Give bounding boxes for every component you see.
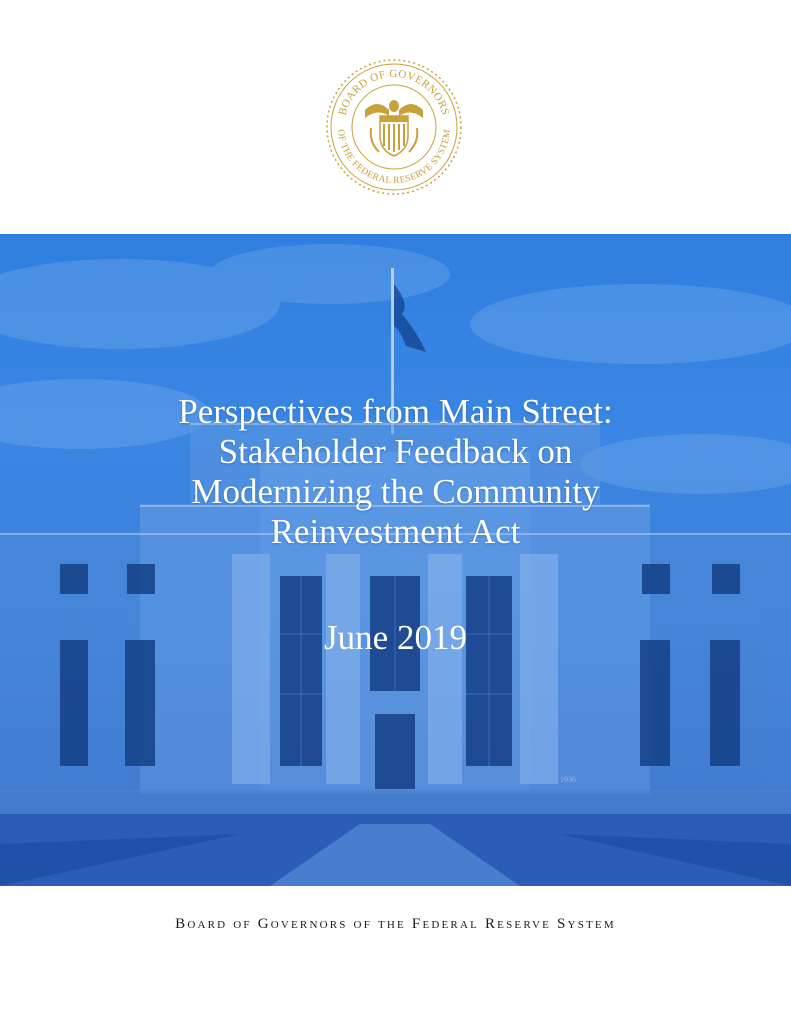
seal-top-text: BOARD OF GOVERNORS	[336, 67, 452, 117]
title-line: Perspectives from Main Street:	[178, 392, 613, 431]
title-line: Stakeholder Feedback on	[218, 432, 573, 471]
building-inscription: 1936	[560, 775, 576, 784]
cover-title	[0, 392, 791, 552]
seal-bottom-text: OF THE FEDERAL RESERVE SYSTEM	[334, 128, 454, 187]
title-line: Reinvestment Act	[270, 512, 521, 551]
cover-hero-image	[0, 234, 791, 886]
publication-date: June 2019	[324, 618, 467, 657]
eagle-icon	[365, 100, 423, 156]
federal-reserve-seal	[325, 58, 463, 196]
publisher-name: Board of Governors of the Federal Reserve System	[175, 916, 616, 932]
title-line: Modernizing the Community	[191, 472, 600, 511]
